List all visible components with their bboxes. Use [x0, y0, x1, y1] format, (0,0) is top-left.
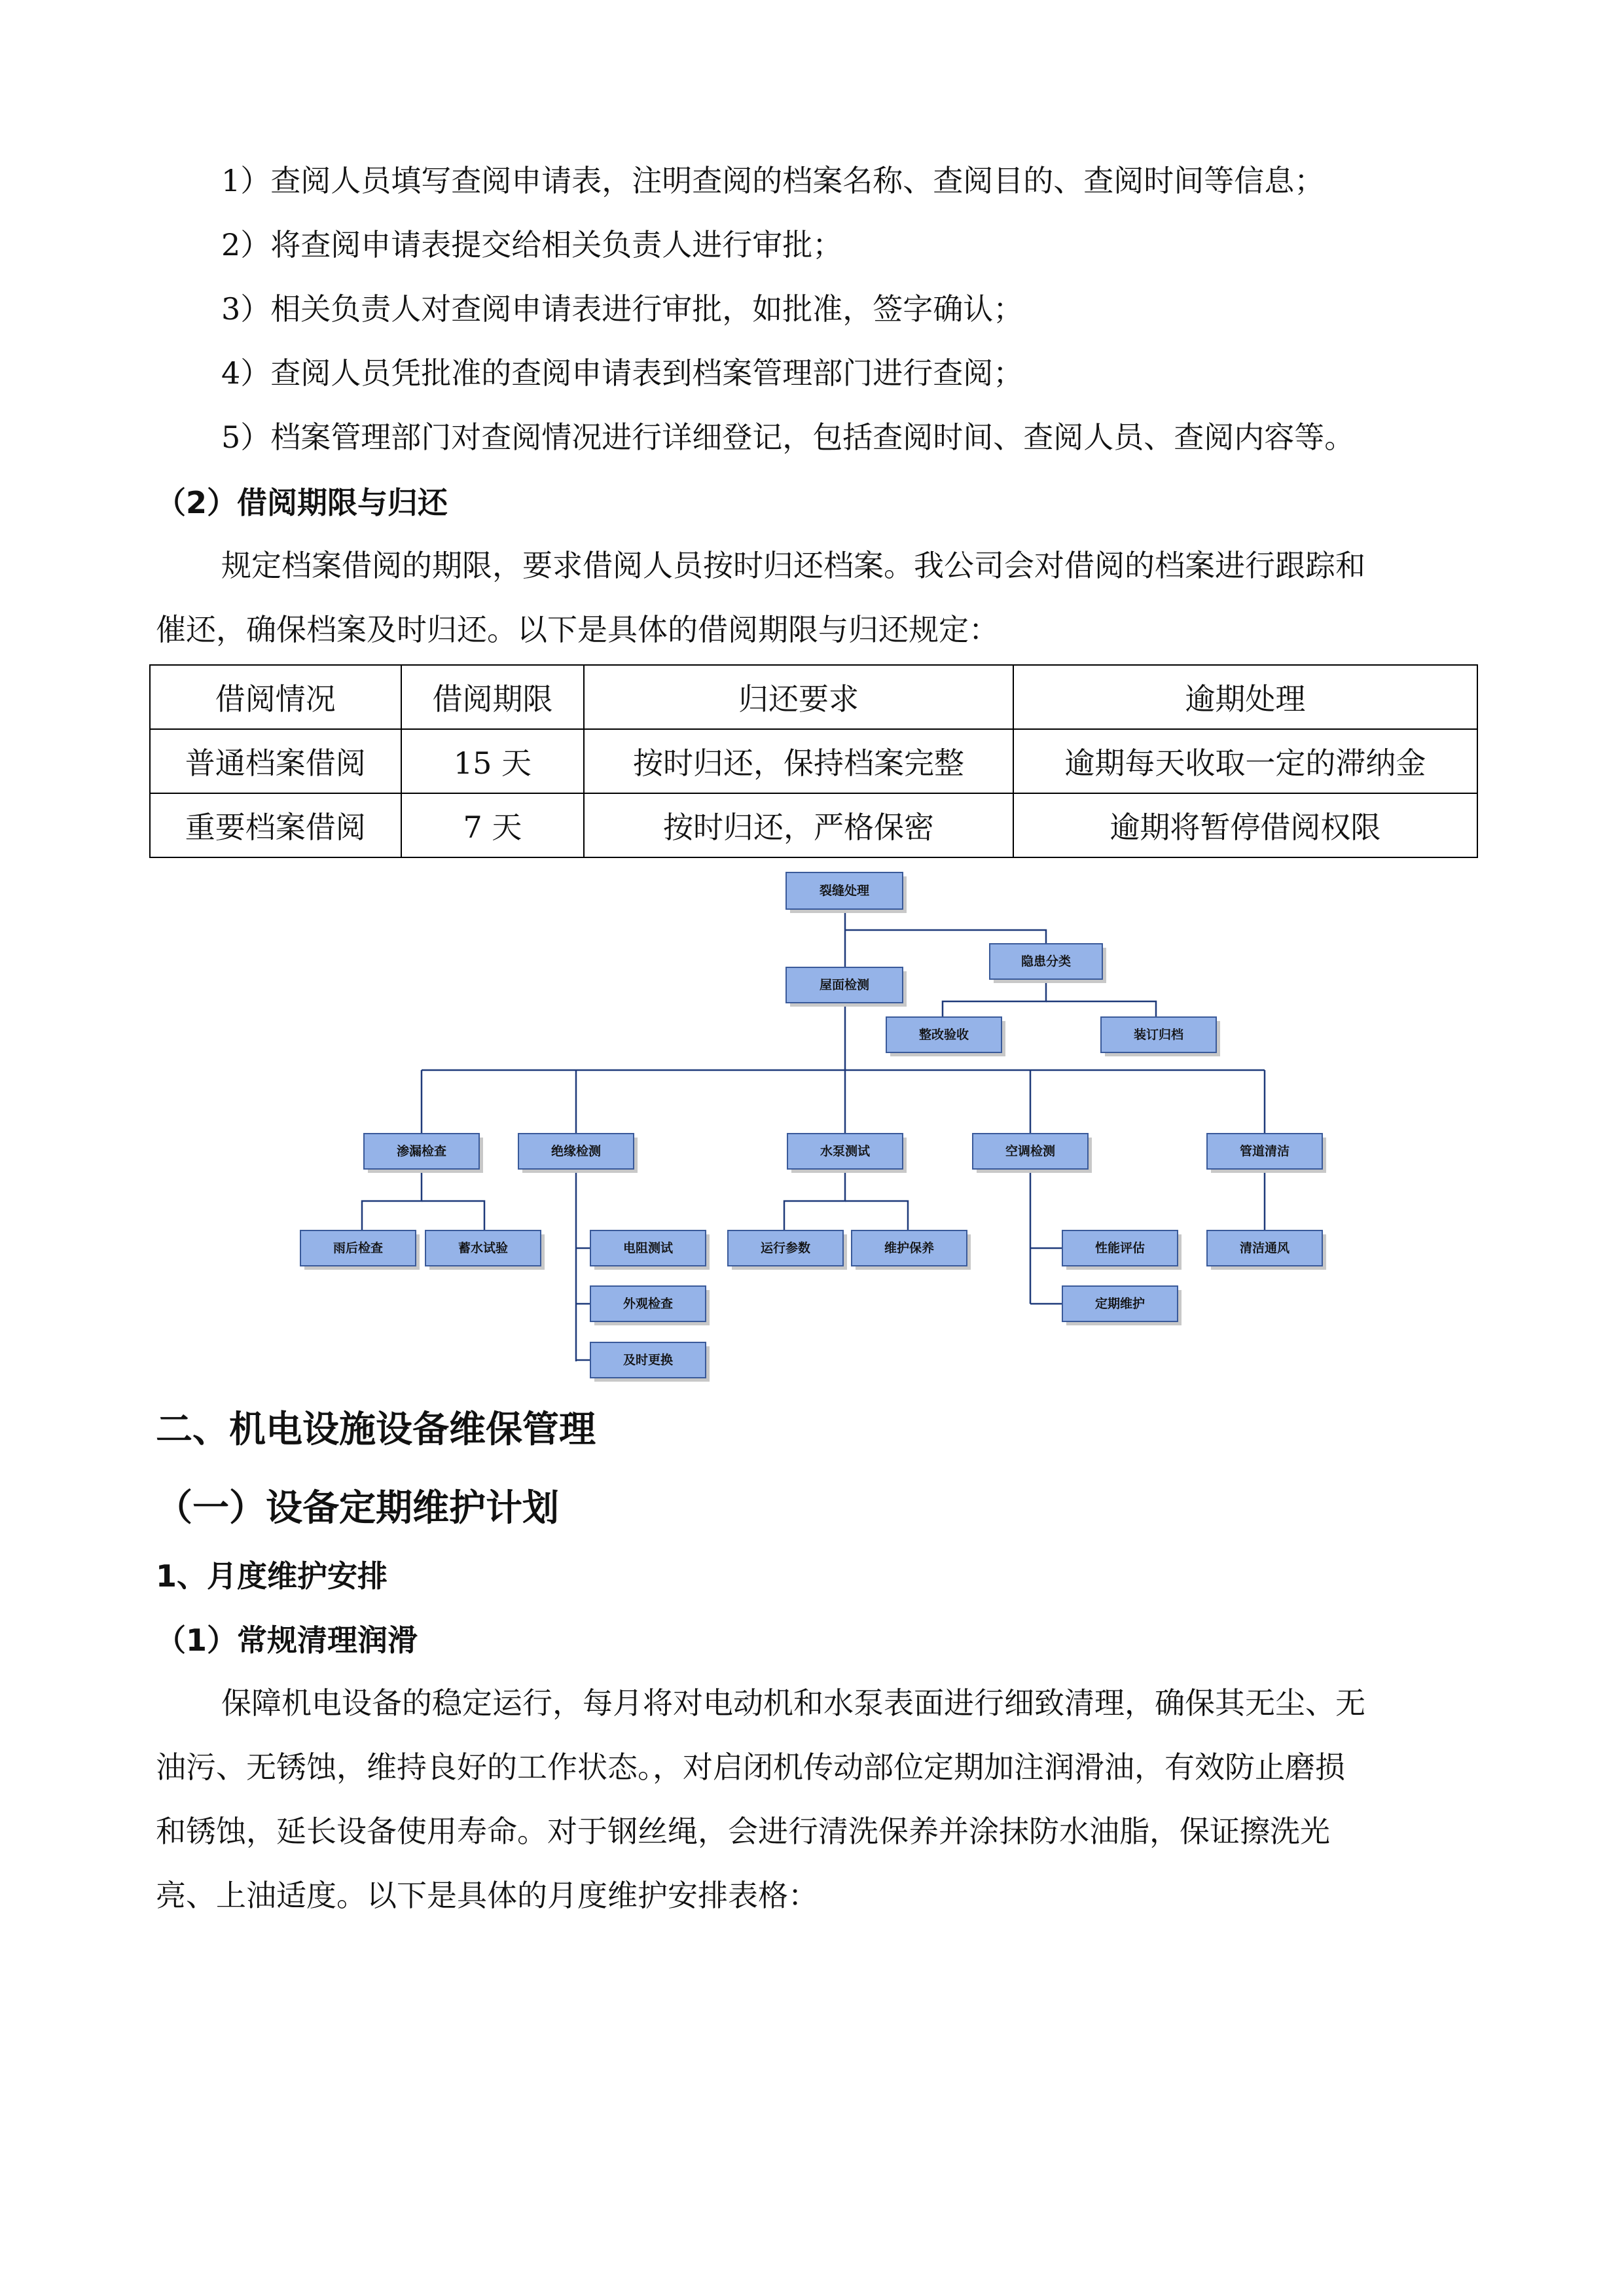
node-side-child-1 [886, 1017, 1005, 1056]
subheading-monthly: 1、月度维护安排 [156, 1558, 388, 1594]
node-leaf [425, 1230, 545, 1270]
node-label: 绝缘检测 [550, 1144, 602, 1158]
node-label: 蓄水试验 [458, 1241, 509, 1255]
node-level1-label: 屋面检测 [819, 978, 870, 992]
node-label: 雨后检查 [333, 1241, 384, 1255]
node-label: 性能评估 [1094, 1241, 1146, 1255]
node-label: 外观检查 [623, 1297, 674, 1311]
node-leaf [1207, 1230, 1326, 1270]
node-label: 电阻测试 [623, 1241, 674, 1255]
node-label: 运行参数 [760, 1241, 811, 1255]
node-label: 管道清洁 [1239, 1144, 1290, 1158]
node-leaf [1062, 1286, 1182, 1325]
header-cell: 归还要求 [584, 665, 1013, 729]
node-branch-ac [973, 1134, 1092, 1173]
para-line: 亮、上油适度。以下是具体的月度维护安排表格： [156, 1878, 818, 1913]
node-label: 清洁通风 [1239, 1241, 1290, 1255]
node-level1 [786, 967, 907, 1007]
node-branch-pump [787, 1134, 907, 1173]
header-cell: 借阅情况 [150, 665, 401, 729]
borrow-para-line1: 规定档案借阅的期限，要求借阅人员按时归还档案。我公司会对借阅的档案进行跟踪和 [221, 548, 1365, 583]
step-5: 5）档案管理部门对查阅情况进行详细登记，包括查阅时间、查阅人员、查阅内容等。 [221, 420, 1355, 455]
header-cell: 逾期处理 [1013, 665, 1477, 729]
para-line: 保障机电设备的稳定运行，每月将对电动机和水泵表面进行细致清理，确保其无尘、无 [221, 1685, 1365, 1721]
table-cell: 按时归还，严格保密 [584, 793, 1013, 857]
step-4: 4）查阅人员凭批准的查阅申请表到档案管理部门进行查阅； [221, 355, 1024, 391]
header-cell: 借阅期限 [401, 665, 585, 729]
table-cell: 7 天 [401, 793, 585, 857]
node-leaf [590, 1342, 710, 1382]
step-2: 2）将查阅申请表提交给相关负责人进行审批； [221, 227, 843, 262]
node-label: 维护保养 [884, 1241, 935, 1255]
node-leaf [590, 1230, 710, 1270]
borrow-heading: （2）借阅期限与归还 [156, 485, 448, 520]
table-cell: 15 天 [401, 729, 585, 793]
node-label: 装订归档 [1133, 1028, 1184, 1042]
table-cell: 按时归还，保持档案完整 [584, 729, 1013, 793]
node-leaf [852, 1230, 971, 1270]
node-label: 定期维护 [1094, 1297, 1146, 1311]
table-cell: 重要档案借阅 [150, 793, 401, 857]
node-branch-leak [364, 1134, 483, 1173]
step-3: 3）相关负责人对查阅申请表进行审批，如批准，签字确认； [221, 291, 1024, 327]
node-side-child-2 [1101, 1017, 1220, 1056]
node-side-label: 隐患分类 [1020, 954, 1072, 969]
node-label: 空调检测 [1005, 1144, 1056, 1158]
node-root-label: 裂缝处理 [819, 884, 870, 898]
node-leaf [728, 1230, 847, 1270]
node-branch-pipe [1207, 1134, 1326, 1173]
node-leaf [590, 1286, 710, 1325]
node-label: 及时更换 [623, 1353, 674, 1367]
step-1: 1）查阅人员填写查阅申请表，注明查阅的档案名称、查阅目的、查阅时间等信息； [221, 163, 1325, 198]
node-leaf [300, 1230, 420, 1270]
subheading-cleaning: （1）常规清理润滑 [156, 1623, 418, 1658]
node-side [990, 944, 1106, 983]
node-label: 渗漏检查 [396, 1144, 447, 1158]
para-line: 油污、无锈蚀，维持良好的工作状态。，对启闭机传动部位定期加注润滑油，有效防止磨损 [156, 1749, 1345, 1785]
para-line: 和锈蚀，延长设备使用寿命。对于钢丝绳，会进行清洗保养并涂抹防水油脂，保证擦洗光 [156, 1814, 1330, 1849]
node-label: 水泵测试 [820, 1144, 871, 1158]
table-cell: 逾期将暂停借阅权限 [1013, 793, 1477, 857]
table-cell: 逾期每天收取一定的滞纳金 [1013, 729, 1477, 793]
node-branch-insulation [518, 1134, 638, 1173]
node-root [786, 872, 907, 913]
section-title: 二、机电设施设备维保管理 [156, 1408, 596, 1451]
node-label: 整改验收 [918, 1028, 969, 1042]
table-cell: 普通档案借阅 [150, 729, 401, 793]
node-leaf [1062, 1230, 1182, 1270]
subsection-title: （一）设备定期维护计划 [156, 1487, 559, 1530]
borrow-para-line2: 催还，确保档案及时归还。以下是具体的借阅期限与归还规定： [156, 612, 999, 647]
